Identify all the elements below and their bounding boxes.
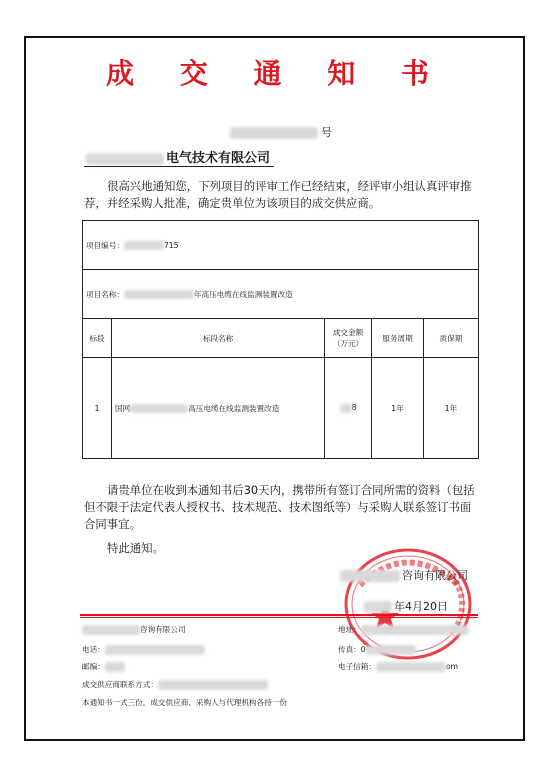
recipient-company <box>86 147 270 166</box>
segment-name-suffix: 高压电缆在线监测装置改造 <box>188 403 280 413</box>
footer-fax-prefix: 0 <box>360 645 366 654</box>
header-service-period: 服务周期 <box>372 319 424 358</box>
footer-address <box>338 624 469 635</box>
header-segment: 标段 <box>83 319 112 358</box>
footer-postcode <box>82 661 125 672</box>
footer-postcode-label: 邮编： <box>82 662 105 671</box>
issuer-suffix: 咨询有限公司 <box>402 569 468 582</box>
cell-amount <box>325 358 372 459</box>
document-number-suffix: 号 <box>321 126 332 139</box>
amount-suffix: 8 <box>351 403 357 413</box>
footer-address-label: 地址： <box>338 625 361 634</box>
redacted-text <box>158 680 268 690</box>
closing-paragraph: 特此通知。 <box>107 541 164 555</box>
issue-date <box>364 598 448 614</box>
redacted-text <box>361 625 469 635</box>
footer-agency-suffix: 咨询有限公司 <box>140 625 186 634</box>
segment-name-prefix: 国网 <box>115 403 131 413</box>
redacted-text <box>105 662 125 672</box>
project-code-cell <box>83 221 479 270</box>
redacted-text <box>364 601 392 613</box>
instruction-paragraph: 请贵单位在收到本通知书后30天内，携带所有签订合同所需的资料（包括但不限于法定代表人授权书、技术规范、技术图纸等）与采购人联系签订书面合同事宜。 <box>84 483 475 531</box>
redacted-text <box>340 570 400 582</box>
footer-contact-label: 成交供应商联系方式： <box>82 680 158 689</box>
header-amount: 成交金额（万元） <box>325 319 372 358</box>
notice-title: 成 交 通 知 书 <box>106 57 447 90</box>
footer-contact <box>82 679 268 690</box>
footer-phone <box>82 644 205 655</box>
redacted-text <box>130 404 188 413</box>
redacted-text <box>340 404 352 413</box>
redacted-text <box>86 153 164 165</box>
cell-segment-name <box>112 358 325 459</box>
footer-phone-label: 电话： <box>82 645 105 654</box>
project-name-cell <box>83 270 479 319</box>
footer-fax-label: 传真： <box>338 645 361 654</box>
footer-email-label: 电子信箱： <box>338 662 376 671</box>
document-number <box>230 124 332 140</box>
footer-copies-note: 本通知书一式三份，成交供应商、采购人与代理机构各持一份 <box>82 698 288 707</box>
redacted-text <box>230 127 318 139</box>
redacted-text <box>105 645 205 655</box>
issuer-name <box>340 567 468 583</box>
redacted-text <box>124 241 164 250</box>
header-warranty: 质保期 <box>424 319 479 358</box>
issue-date-suffix: 年4月20日 <box>394 600 448 613</box>
recipient-underline <box>84 166 274 167</box>
project-table <box>82 220 479 459</box>
redacted-text <box>124 290 194 299</box>
project-name-label: 项目名称： <box>86 289 124 299</box>
cell-warranty: 1年 <box>424 358 479 459</box>
redacted-text <box>366 645 416 655</box>
footer-divider-thin <box>80 617 478 618</box>
header-segment-name: 标段名称 <box>112 319 325 358</box>
cell-segment: 1 <box>83 358 112 459</box>
cell-service-period: 1年 <box>372 358 424 459</box>
footer-email <box>338 661 458 672</box>
footer-agency <box>82 624 186 635</box>
project-name-suffix: 年高压电缆在线监测装置改造 <box>193 289 293 299</box>
recipient-name: 电气技术有限公司 <box>166 151 271 166</box>
footer-email-suffix: om <box>445 662 459 671</box>
project-code-suffix: 715 <box>163 240 179 250</box>
intro-paragraph: 很高兴地通知您，下列项目的评审工作已经结束，经评审小组认真评审推荐，并经采购人批准，确定贵单位为该项目的成交供应商。 <box>84 179 472 210</box>
project-code-label: 项目编号： <box>86 240 124 250</box>
footer-fax <box>338 644 416 655</box>
redacted-text <box>376 662 446 672</box>
redacted-text <box>82 625 140 635</box>
